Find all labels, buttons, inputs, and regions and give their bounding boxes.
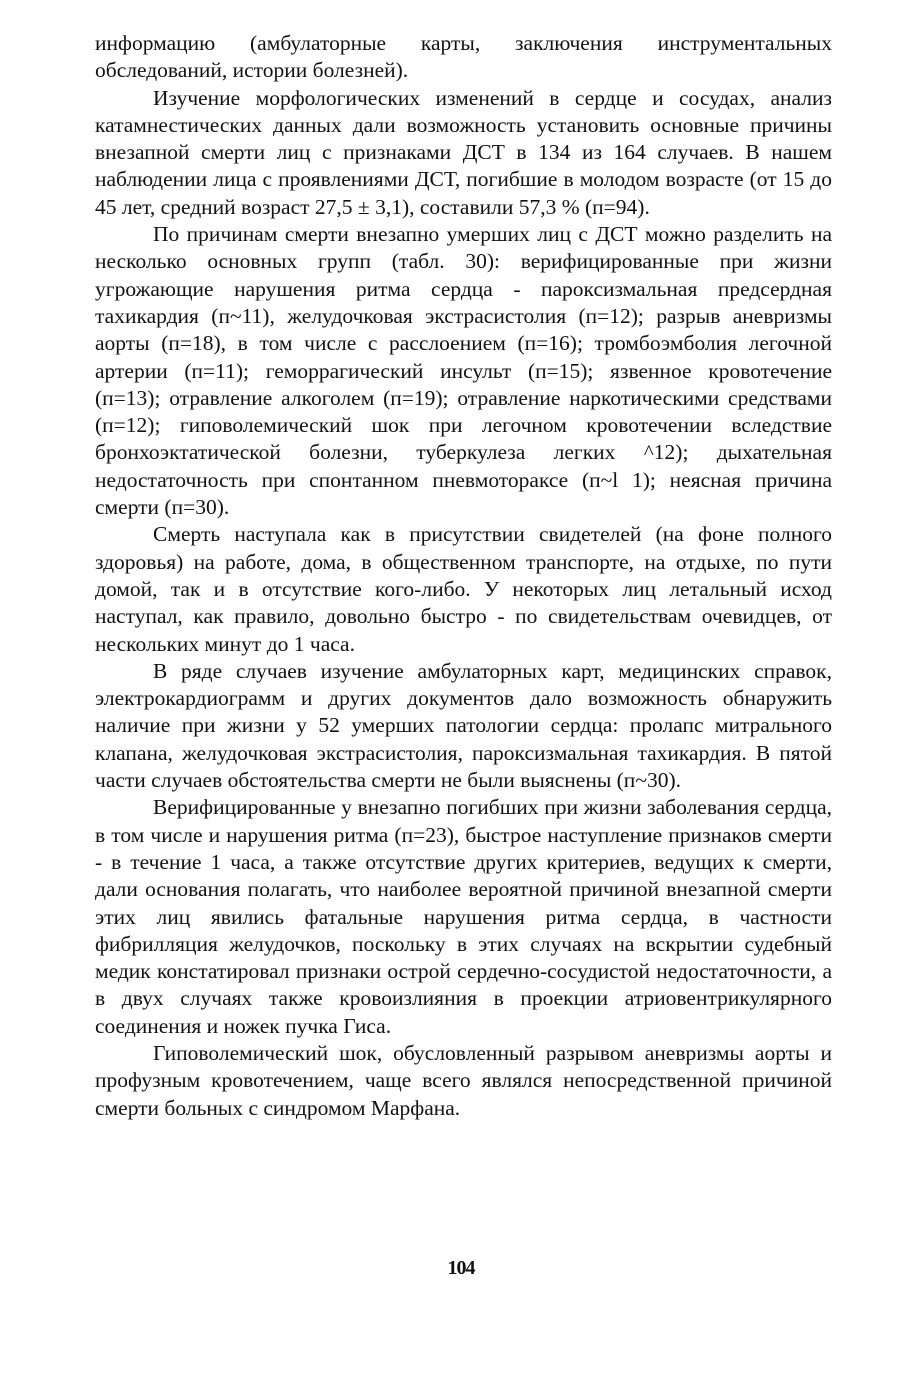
paragraph-medical-records: В ряде случаев изучение амбулаторных карт, медицинских справок, электрокардиограмм и других документов дало возможность обнаружить наличие при жизни у 52 умерших патологии сердца: пролапс митрального клапана, желудочковая экстрасистолия, пароксизмальная тахикардия. В пятой части случаев обстоятельства смерти не были выяснены (п~30).	[95, 658, 832, 793]
page-number: 104	[447, 1257, 475, 1279]
paragraph-death-circumstances: Смерть наступала как в присутствии свидетелей (на фоне полного здоровья) на работе, дома, в общественном транспорте, на отдыхе, по пути домой, так и в отсутствие кого-либо. У некоторых лиц летальный исход наступал, как правило, довольно быстро - по свидетельствам очевидцев, от нескольких минут до 1 часа.	[95, 522, 832, 656]
paragraph-morphology-study: Изучение морфологических изменений в сердце и сосудах, анализ катамнестических данных дали возможность установить основные причины внезапной смерти лиц с признаками ДСТ в 134 из 164 случаев. В нашем наблюдении лица с проявлениями ДСТ, погибшие в молодом возрасте (от 15 до 45 лет, средний возраст 27,5 ± 3,1), составили 57,3 % (п=94).	[95, 85, 832, 219]
paragraph-causes-of-death: По причинам смерти внезапно умерших лиц с ДСТ можно разделить на несколько основных групп (табл. 30): верифицированные при жизни угрожающие нарушения ритма сердца - пароксизмальная предсердная тахикардия (п~11), желудочковая экстрасистолия (п=12); разрыв аневризмы аорты (п=18), в том числе с расслоением (п=16); тромбоэмболия легочной артерии (п=11); геморрагический инсульт (п=15); язвенное кровотечение (п=13); отравление алкоголем (п=19); отравление наркотическими средствами (п=12); гиповолемический шок при легочном кровотечении вследствие бронхоэктатической болезни, туберкулеза легких ^12); дыхательная недостаточность при спонтанном пневмотораксе (п~l 1); неясная причина смерти (п=30).	[95, 222, 832, 520]
paragraph-verified-diseases: Верифицированные у внезапно погибших при жизни заболевания сердца, в том числе и нарушения ритма (п=23), быстрое наступление признаков смерти - в течение 1 часа, а также отсутствие других критериев, ведущих к смерти, дали основания полагать, что наиболее вероятной причиной внезапной смерти этих лиц явились фатальные нарушения ритма сердца, в частности фибрилляция желудочков, поскольку в этих случаях на вскрытии судебный медик констатировал признаки острой сердечно-сосудистой недостаточности, а в двух случаях также кровоизлияния в проекции атриовентрикулярного соединения и ножек пучка Гиса.	[95, 795, 832, 1038]
paragraph-continuation: информацию (амбулаторные карты, заключения инструментальных обследований, истории болезней).	[95, 31, 832, 83]
page-body	[95, 30, 832, 1122]
paragraph-hypovolemic-shock: Гиповолемический шок, обусловленный разрывом аневризмы аорты и профузным кровотечением, чаще всего являлся непосредственной причиной смерти больных с синдромом Марфана.	[95, 1040, 832, 1120]
